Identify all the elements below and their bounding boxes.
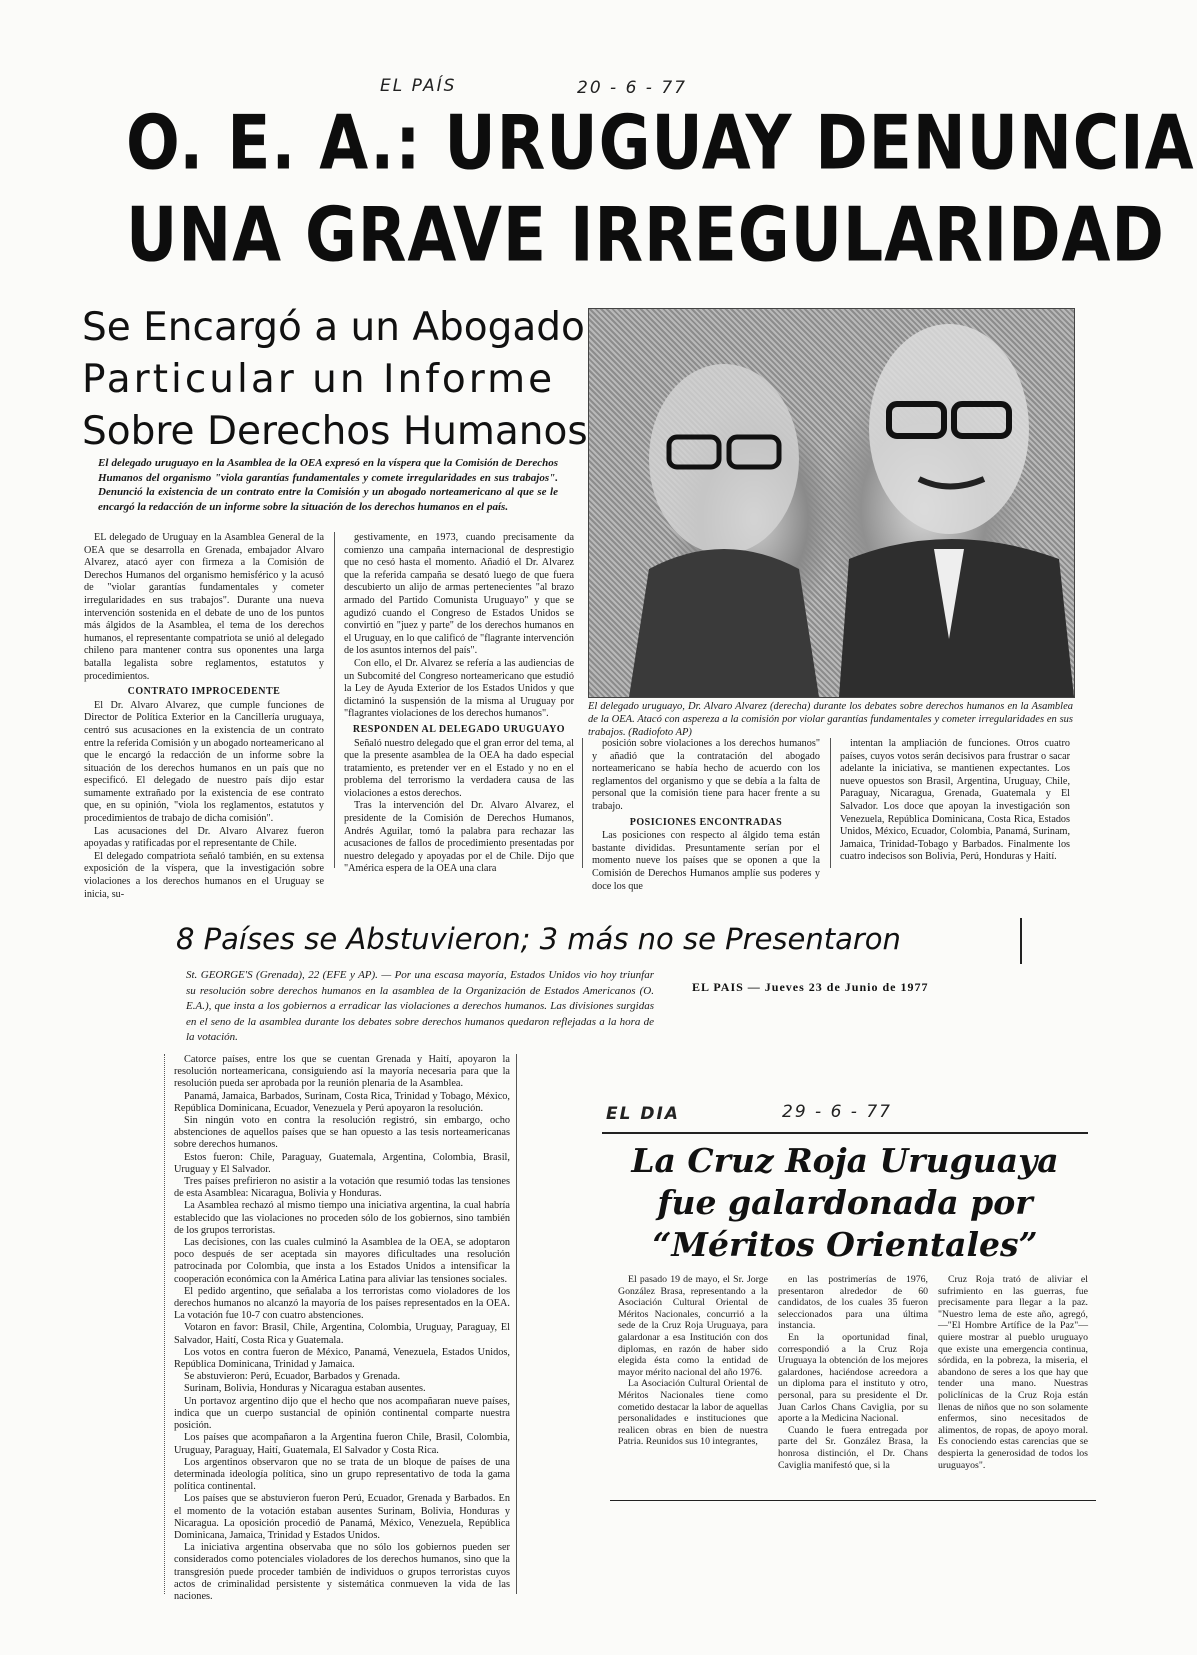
subhead-line-2: Particular un Informe bbox=[82, 357, 556, 402]
handwritten-paper-name-el-pais: EL PAÍS bbox=[380, 76, 457, 96]
paragraph: Los argentinos observaron que no se trata de un bloque de países de una determinada ideología política, sino un grupo representativo de toda la gama política continental. bbox=[174, 1456, 510, 1493]
paragraph: gestivamente, en 1973, cuando precisamente da comienzo una campaña internacional de desprestigio que no cesó hasta el momento. Añadió el Dr. Alvarez que la referida campaña se desató luego de que fuera descubierto un alijo de armas pertenecientes "al brazo armado del Partido Comunista Uruguayo" y que se agudizó cuando el Congreso de Estados Unidos se convirtió en "juez y parte" de los derechos humanos en el Uruguay, en lo que calificó de "flagrante intervención de los asuntos internos del país". bbox=[344, 532, 574, 657]
paragraph: Surinam, Bolivia, Honduras y Nicaragua estaban ausentes. bbox=[184, 1383, 426, 1395]
paragraph: Los países que acompañaron a la Argentina fueron Chile, Brasil, Colombia, Uruguay, Paraguay, Haití, Guatemala, El Salvador y Costa Rica. bbox=[174, 1432, 510, 1456]
article3-column-3 bbox=[938, 1274, 1088, 1494]
article2-headline: 8 Países se Abstuvieron; 3 más no se Presentaron bbox=[176, 922, 901, 956]
paragraph: Los países que se abstuvieron fueron Perú, Ecuador, Grenada y Barbados. En el momento de la votación estaban ausentes Surinam, Bolivia, Honduras y Nicaragua. La oposición procedió de Panamá, México, Venezuela, República Dominicana, Jamaica, Trinidad y Estados Unidos. bbox=[174, 1493, 510, 1541]
paragraph: Se abstuvieron: Perú, Ecuador, Barbados y Grenada. bbox=[184, 1371, 401, 1383]
paragraph: Estos fueron: Chile, Paraguay, Guatemala, Argentina, Colombia, Brasil, Uruguay y El Salvador. bbox=[174, 1151, 510, 1175]
photo-caption: El delegado uruguayo, Dr. Alvaro Alvarez (derecha) durante los debates sobre derechos humanos en la Asamblea de la OEA. Atacó con aspereza a la comisión por violar garantías fundamentales y cometer irregularidades en sus trabajos. (Radiofoto AP) bbox=[588, 701, 1073, 738]
news-photo-delegates bbox=[588, 308, 1075, 698]
paragraph: La iniciativa argentina observaba que no sólo los gobiernos pueden ser considerados como potenciales violadores de los derechos humanos, sino que la transgresión puede proceder también de individuos o grupos terroristas cuyos actos de criminalidad persistente y sistemática conmueven la vida de las naciones. bbox=[174, 1542, 510, 1602]
paragraph: Cruz Roja trató de aliviar el sufrimiento en las guerras, fue precisamente para llegar a la paz. "Nuestro lema de este año, agregó, —"El Hombre Artífice de la Paz"— quiere mostrar al pueblo uruguayo que existe una emergencia continua, sórdida, en la pobreza, la miseria, el abandono de seres a los que hay que tender una mano. Nuestras policlínicas de la Cruz Roja están llenas de niños que no son solamente enfermos, sino necesitados de alimentos, de ropas, de apoyo moral. Es conociendo estas carencias que se despierta la generosidad de todos los uruguayos". bbox=[938, 1274, 1088, 1471]
main-headline-line-1: O. E. A.: URUGUAY DENUNCIA bbox=[126, 100, 1195, 188]
paragraph: Señaló nuestro delegado que el gran error del tema, al que la presente asamblea de la OEA ha dado especial tratamiento, es pretender ver en el Estado y no en el problema del terrorismo la verdadera causa de las violaciones a estos derechos. bbox=[344, 737, 574, 799]
article3-column-1 bbox=[618, 1274, 768, 1494]
article2-lead: St. GEORGE'S (Grenada), 22 (EFE y AP). — Por una escasa mayoría, Estados Unidos vio hoy triunfar su resolución sobre derechos humanos en la asamblea de la Organización de Estados Americanos (O. E.A.), que insta a los gobiernos a erradicar las violaciones a derechos humanos. Las divisiones surgidas en el seno de la asamblea durante los debates sobre derechos humanos quedaron reflejadas a la hora de la votación. bbox=[186, 969, 654, 1043]
paragraph: Cuando le fuera entregada por parte del Sr. González Brasa, la honrosa distinción, el Dr. Chans Caviglia manifestó que, si la bbox=[778, 1424, 928, 1471]
article1-column-1 bbox=[84, 532, 324, 900]
article1-column-4 bbox=[840, 738, 1070, 868]
paragraph: Votaron en favor: Brasil, Chile, Argentina, Colombia, Uruguay, Paraguay, El Salvador, Haití, Costa Rica y Guatemala. bbox=[174, 1322, 510, 1346]
paragraph: La Asociación Cultural Oriental de Méritos Nacionales tiene como cometido destacar la labor de aquellas personalidades e instituciones que realicen obras en bien de nuestra Patria. Reunidos sus 10 integrantes, bbox=[618, 1378, 768, 1448]
paragraph: Tres países prefirieron no asistir a la votación que resumió todas las tensiones de esta Asamblea: Nicaragua, Bolivia y Honduras. bbox=[174, 1176, 510, 1200]
paragraph: intentan la ampliación de funciones. Otros cuatro países, cuyos votos serán decisivos para frustrar o sacar adelante la iniciativa, se mantienen expectantes. Los nueve opuestos son Brasil, Argentina, Uruguay, Chile, Paraguay, Nicaragua, Grenada, Guatemala y El Salvador. Los doce que apoyan la investigación son Venezuela, República Dominicana, Costa Rica, Estados Unidos, México, Ecuador, Colombia, Panamá, Surinam, Jamaica, Trinidad-Tobago y Barbados. Finalmente los cuatro indecisos son Bolivia, Perú, Honduras y Haití. bbox=[840, 738, 1070, 863]
article3-headline-line-2: fue galardonada por bbox=[657, 1183, 1033, 1222]
paragraph: El pedido argentino, que señalaba a los terroristas como violadores de los derechos humanos no alcanzó la mayoría de los países representados en la OEA. La votación fue 10-7 con cuatro abstenciones. bbox=[174, 1285, 510, 1322]
main-headline-line-2: UNA GRAVE IRREGULARIDAD bbox=[126, 192, 1165, 280]
handwritten-paper-name-el-dia: EL DIA bbox=[606, 1104, 680, 1124]
paragraph: Las acusaciones del Dr. Alvaro Alvarez fueron apoyadas y ratificadas por el representante de Chile. bbox=[84, 825, 324, 850]
photo-silhouettes bbox=[589, 309, 1074, 697]
article1-column-2 bbox=[344, 532, 574, 875]
subheading-contrato: CONTRATO IMPROCEDENTE bbox=[127, 686, 281, 698]
paragraph: Catorce países, entre los que se cuentan Grenada y Haití, apoyaron la resolución norteamericana, consiguiendo así la mayoría necesaria para que la resolución pueda ser aprobada por la reunión plenaria de la Asamblea. bbox=[174, 1054, 510, 1090]
paragraph: Las posiciones con respecto al álgido tema están bastante divididas. Presuntamente serían por el momento nueve los países que se oponen a que la Comisión de Derechos Humanos amplíe sus poderes y doce los que bbox=[592, 830, 820, 892]
paragraph: Sin ningún voto en contra la resolución registró, sin embargo, ocho abstenciones de aquellos países que se han opuesto a las tesis norteamericanas sobre derechos humanos. bbox=[174, 1115, 510, 1151]
paragraph: El Dr. Alvaro Alvarez, que cumple funciones de Director de Política Exterior en la Cancillería uruguaya, centró sus acusaciones en la existencia de un contrato entre la referida Comisión y un abogado norteamericano al que le encargó la redacción de un informe sobre la situación de los derechos humanos en un país que no especificó. El delegado de nuestro país dijo estar sumamente extrañado por la existencia de ese contrato que, en su opinión, "viola los reglamentos, estatutos y procedimientos de trabajo de dicha comisión". bbox=[84, 699, 324, 825]
handwritten-date-2: 29 - 6 - 77 bbox=[782, 1102, 892, 1122]
paragraph: en las postrimerías de 1976, presentaron alrededor de 60 candidatos, de los cuales 35 fueron seleccionados para una última instancia. bbox=[778, 1274, 928, 1332]
subheading-responden: RESPONDEN AL DELEGADO URUGUAYO bbox=[352, 723, 566, 735]
paragraph: La Asamblea rechazó al mismo tiempo una iniciativa argentina, la cual habría establecido que las violaciones no proceden sólo de los gobiernos, sino también de los grupos terroristas. bbox=[174, 1200, 510, 1236]
paragraph: Las decisiones, con las cuales culminó la Asamblea de la OEA, se adoptaron poco después de ser aceptada sin mayores dificultades una resolución patrocinada por Colombia, que insta a los Estados Unidos a intensificar la cooperación económica con la América Latina para aliviar las tensiones sociales. bbox=[174, 1237, 510, 1285]
article2-body bbox=[174, 1054, 510, 1602]
paragraph: Tras la intervención del Dr. Alvaro Alvarez, el presidente de la Comisión de Derechos Humanos, Andrés Aguilar, tomó la palabra para rechazar las acusaciones de fallos de procedimiento presentadas por nuestro delegado y apoyadas por el de Chile. Dijo que "América espera de la OEA una clara bbox=[344, 800, 574, 875]
article3-headline-line-3: “Méritos Orientales” bbox=[652, 1225, 1038, 1264]
handwritten-date-1: 20 - 6 - 77 bbox=[577, 78, 687, 98]
paragraph: Panamá, Jamaica, Barbados, Surinam, Costa Rica, Trinidad y Tobago, México, República Dominicana, Ecuador, Venezuela y Perú apoyaron la resolución. bbox=[174, 1090, 510, 1114]
article-lead-paragraph: El delegado uruguayo en la Asamblea de la OEA expresó en la víspera que la Comisión de Derechos Humanos del organismo "viola garantías fundamentales y comete irregularidades en sus trabajos". Denunció la existencia de un contrato entre la Comisión y un abogado norteamericano al que se le encargó la redacción de un informe sobre la situación de los derechos humanos en el país. bbox=[98, 457, 558, 513]
paragraph: El pasado 19 de mayo, el Sr. Jorge González Brasa, representando a la Asociación Cultural Oriental de Méritos Nacionales, concurrió a la sede de la Cruz Roja Uruguaya, para galardonar a esa Institución con dos diplomas, en razón de haber sido elegida ésta como la entidad de mayor mérito nacional del año 1976. bbox=[618, 1274, 768, 1378]
subhead-line-3: Sobre Derechos Humanos bbox=[82, 409, 588, 454]
subheading-posiciones: POSICIONES ENCONTRADAS bbox=[629, 816, 783, 828]
paragraph: Un portavoz argentino dijo que el hecho que nos acompañaran nueve países, indica que un cuerpo sustancial de opinión continental comparte nuestra posición. bbox=[174, 1395, 510, 1432]
paragraph: Los votos en contra fueron de México, Panamá, Venezuela, Estados Unidos, República Dominicana, Trinidad y Jamaica. bbox=[174, 1346, 510, 1371]
paragraph: EL delegado de Uruguay en la Asamblea General de la OEA que se desarrolla en Grenada, embajador Alvaro Alvarez, atacó ayer con firmeza a la Comisión de Derechos Humanos del organismo hemisférico y la acusó de "violar garantías fundamentales y cometer irregularidades en sus trabajos". Durante una nueva intervención sostenida en el debate de uno de los puntos más álgidos de la Asamblea, el tema de los derechos humanos, el representante compatriota se unió al delegado chileno para mantener contra sus oponentes una larga batalla legalista sobre reglamentos, estatutos y procedimientos. bbox=[84, 532, 324, 682]
article3-headline-line-1: La Cruz Roja Uruguaya bbox=[631, 1141, 1059, 1180]
article2-dateline: EL PAIS — Jueves 23 de Junio de 1977 bbox=[692, 980, 929, 994]
subhead-line-1: Se Encargó a un Abogado bbox=[82, 305, 585, 350]
article3-column-2 bbox=[778, 1274, 928, 1494]
article1-column-3 bbox=[592, 738, 820, 892]
paragraph: posición sobre violaciones a los derechos humanos" y añadió que la contratación del abogado norteamericano se había hecho de acuerdo con los reglamentos del organismo y que se debía a la falta de personal que la comisión tiene para hacer frente a su trabajo. bbox=[592, 738, 820, 812]
paragraph: En la oportunidad final, correspondió a la Cruz Roja Uruguaya la obtención de los mejores galardones, haciéndose acreedora a un diploma para el instituto y otro, personal, para su presidente el Dr. Juan Carlos Chans Caviglia, por su aporte a la Medicina Nacional. bbox=[778, 1331, 928, 1425]
paragraph: El delegado compatriota señaló también, en su extensa exposición de la víspera, que la investigación sobre violaciones a los derechos humanos en el Uruguay se inicia, su- bbox=[84, 850, 324, 900]
paragraph: Con ello, el Dr. Alvarez se refería a las audiencias de un Subcomité del Congreso norteamericano que estudió la Ley de Ayuda Exterior de los Estados Unidos y que dictaminó la suspensión de la misma al Uruguay por "flagrantes violaciones de los derechos humanos". bbox=[344, 657, 574, 720]
